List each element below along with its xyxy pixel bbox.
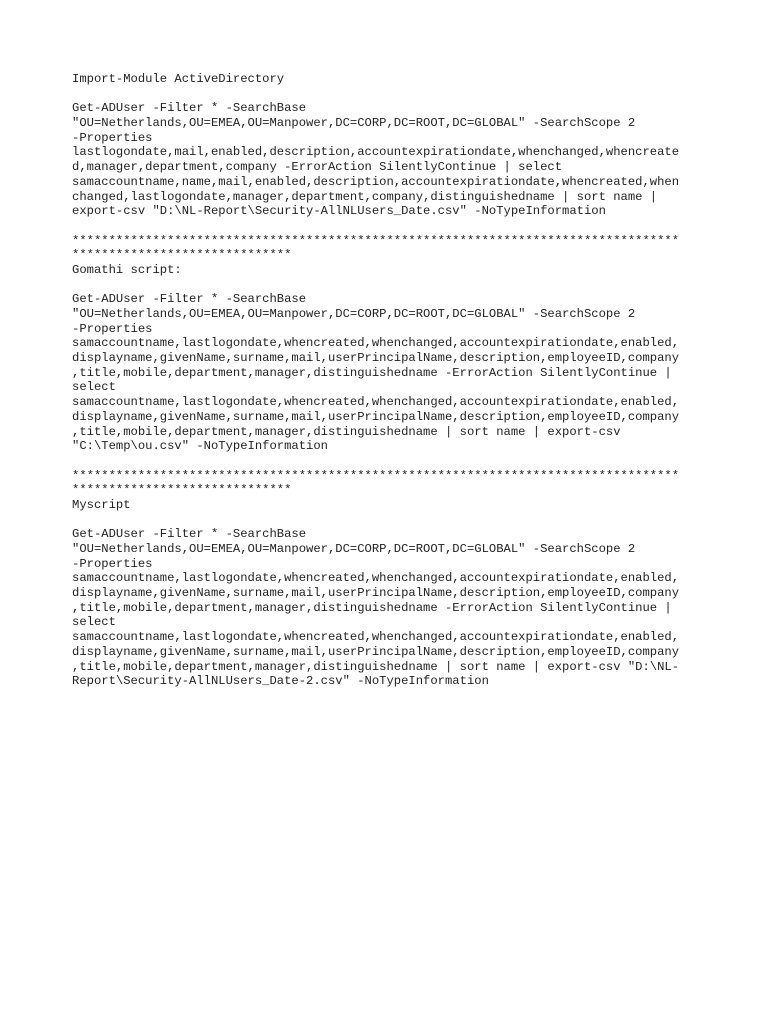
document-line: ,title,mobile,department,manager,distinguishedname | sort name | export-csv "D:\NL- (72, 659, 680, 674)
document-line: ,title,mobile,department,manager,distinguishedname | sort name | export-csv (72, 424, 621, 439)
document-line: Get-ADUser -Filter * -SearchBase (72, 527, 307, 542)
document-line: "OU=Netherlands,OU=EMEA,OU=Manpower,DC=CORP,DC=ROOT,DC=GLOBAL" -SearchScope 2 (72, 542, 636, 556)
document-line: ,title,mobile,department,manager,distinguishedname -ErrorAction SilentlyContinue | (72, 365, 672, 380)
document-line: Get-ADUser -Filter * -SearchBase (72, 101, 307, 116)
document-line: lastlogondate,mail,enabled,description,accountexpirationdate,whenchanged,whencreate (72, 145, 680, 160)
document-line: export-csv "D:\NL-Report\Security-AllNLUsers_Date.csv" -NoTypeInformation (72, 204, 606, 219)
document-line: -Properties (72, 556, 153, 571)
document-line: -Properties (72, 321, 153, 336)
document-line: Report\Security-AllNLUsers_Date-2.csv" -NoTypeInformation (72, 674, 489, 689)
document-page (72, 72, 702, 689)
document-line: -Properties (72, 130, 153, 145)
document-line: changed,lastlogondate,manager,department,company,distinguishedname | sort name | (72, 189, 658, 204)
document-line: *********************************************************************************** (72, 233, 680, 248)
document-line: ****************************** (72, 248, 292, 263)
blank-line (72, 278, 702, 293)
blank-line (72, 454, 702, 469)
blank-line (72, 87, 702, 102)
document-line: d,manager,department,company -ErrorAction SilentlyContinue | select (72, 160, 563, 175)
document-line: displayname,givenName,surname,mail,userPrincipalName,description,employeeID,company (72, 409, 680, 424)
document-line: "OU=Netherlands,OU=EMEA,OU=Manpower,DC=CORP,DC=ROOT,DC=GLOBAL" -SearchScope 2 (72, 116, 636, 131)
document-line: "C:\Temp\ou.csv" -NoTypeInformation (72, 439, 328, 454)
document-line: samaccountname,lastlogondate,whencreated,whenchanged,accountexpirationdate,enabled, (72, 630, 680, 645)
document-line: Get-ADUser -Filter * -SearchBase (72, 292, 307, 307)
document-line: "OU=Netherlands,OU=EMEA,OU=Manpower,DC=CORP,DC=ROOT,DC=GLOBAL" -SearchScope 2 (72, 307, 636, 321)
document-line: displayname,givenName,surname,mail,userPrincipalName,description,employeeID,company (72, 351, 680, 366)
document-line: ,title,mobile,department,manager,distinguishedname -ErrorAction SilentlyContinue | (72, 600, 672, 615)
document-line: samaccountname,lastlogondate,whencreated,whenchanged,accountexpirationdate,enabled, (72, 336, 680, 351)
document-line: ****************************** (72, 483, 292, 498)
document-line: Gomathi script: (72, 262, 182, 277)
document-line: displayname,givenName,surname,mail,userPrincipalName,description,employeeID,company (72, 586, 680, 601)
document-line: *********************************************************************************** (72, 468, 680, 483)
blank-line (72, 219, 702, 234)
document-line: Import-Module ActiveDirectory (72, 72, 285, 86)
document-line: samaccountname,lastlogondate,whencreated,whenchanged,accountexpirationdate,enabled, (72, 395, 680, 410)
document-line: select (72, 615, 116, 630)
document-line: select (72, 380, 116, 395)
document-line: samaccountname,lastlogondate,whencreated,whenchanged,accountexpirationdate,enabled, (72, 571, 680, 586)
document-line: samaccountname,name,mail,enabled,description,accountexpirationdate,whencreated,when (72, 174, 680, 189)
document-line: displayname,givenName,surname,mail,userPrincipalName,description,employeeID,company (72, 644, 680, 659)
document-line: Myscript (72, 497, 131, 512)
blank-line (72, 513, 702, 528)
